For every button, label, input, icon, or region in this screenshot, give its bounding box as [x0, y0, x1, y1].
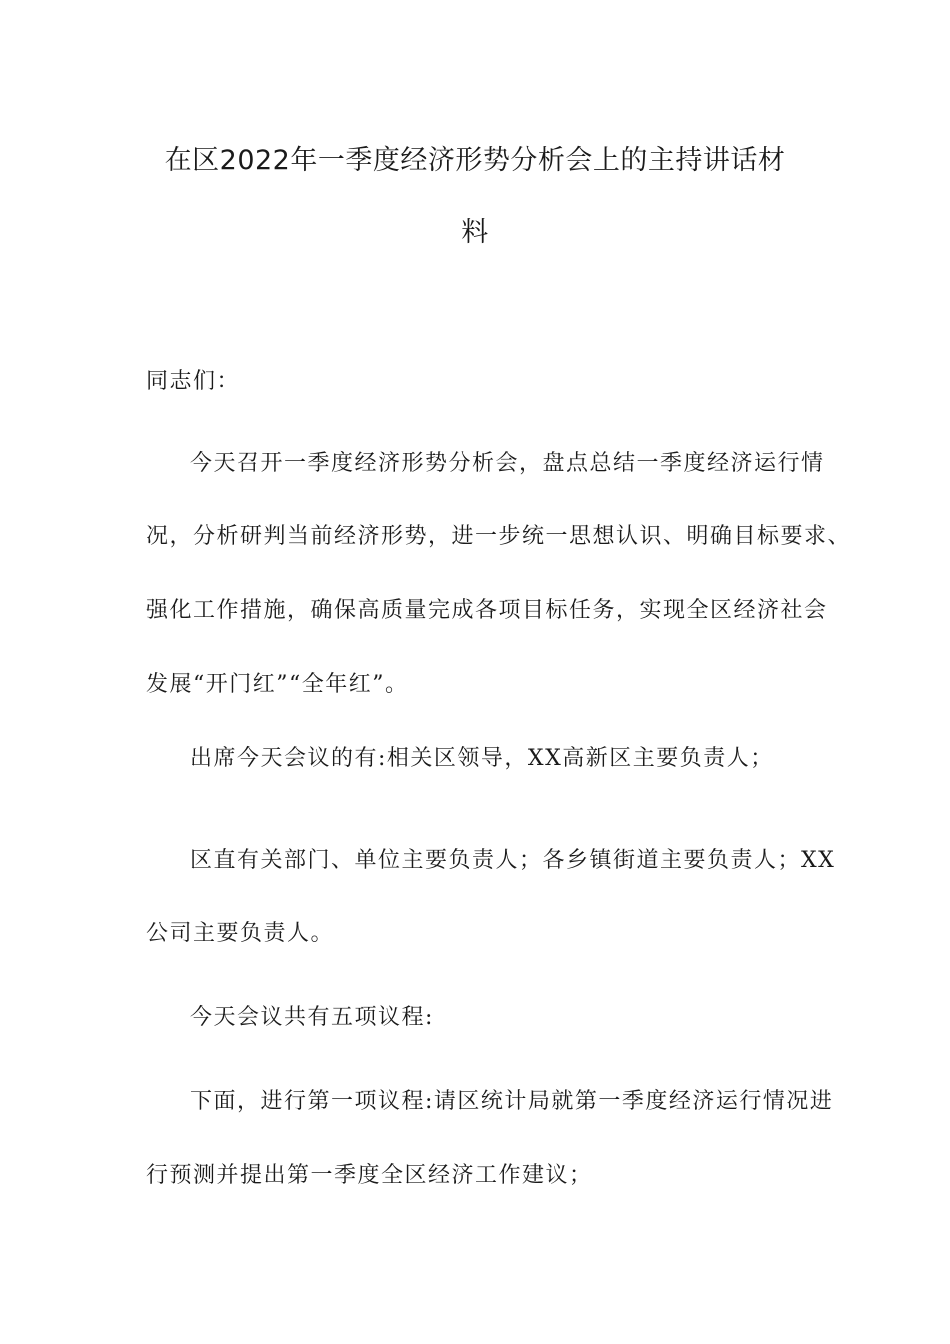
agenda-item-1-line-2: 行预测并提出第一季度全区经济工作建议；: [146, 1163, 593, 1188]
paragraph-1-line-3: 强化工作措施，确保高质量完成各项目标任务，实现全区经济社会: [146, 598, 828, 623]
agenda-intro: 今天会议共有五项议程:: [190, 1005, 434, 1030]
agenda-item-1-line-1: 下面，进行第一项议程:请区统计局就第一季度经济运行情况进: [190, 1089, 834, 1114]
attendees-line-1: 出席今天会议的有:相关区领导，XX高新区主要负责人；: [190, 746, 774, 771]
paragraph-1-line-2: 况，分析研判当前经济形势，进一步统一思想认识、明确目标要求、: [146, 524, 852, 549]
paragraph-1-line-4: 发展“开门红”“全年红”。: [146, 672, 409, 697]
attendees-line-3: 公司主要负责人。: [146, 921, 335, 946]
attendees-line-2: 区直有关部门、单位主要负责人；各乡镇街道主要负责人；XX: [190, 848, 836, 873]
paragraph-1-line-1: 今天召开一季度经济形势分析会，盘点总结一季度经济运行情: [190, 451, 825, 476]
document-title-line-2: 料: [461, 217, 489, 248]
document-title-line-1: 在区2022年一季度经济形势分析会上的主持讲话材: [164, 145, 786, 176]
salutation: 同志们：: [146, 369, 241, 394]
